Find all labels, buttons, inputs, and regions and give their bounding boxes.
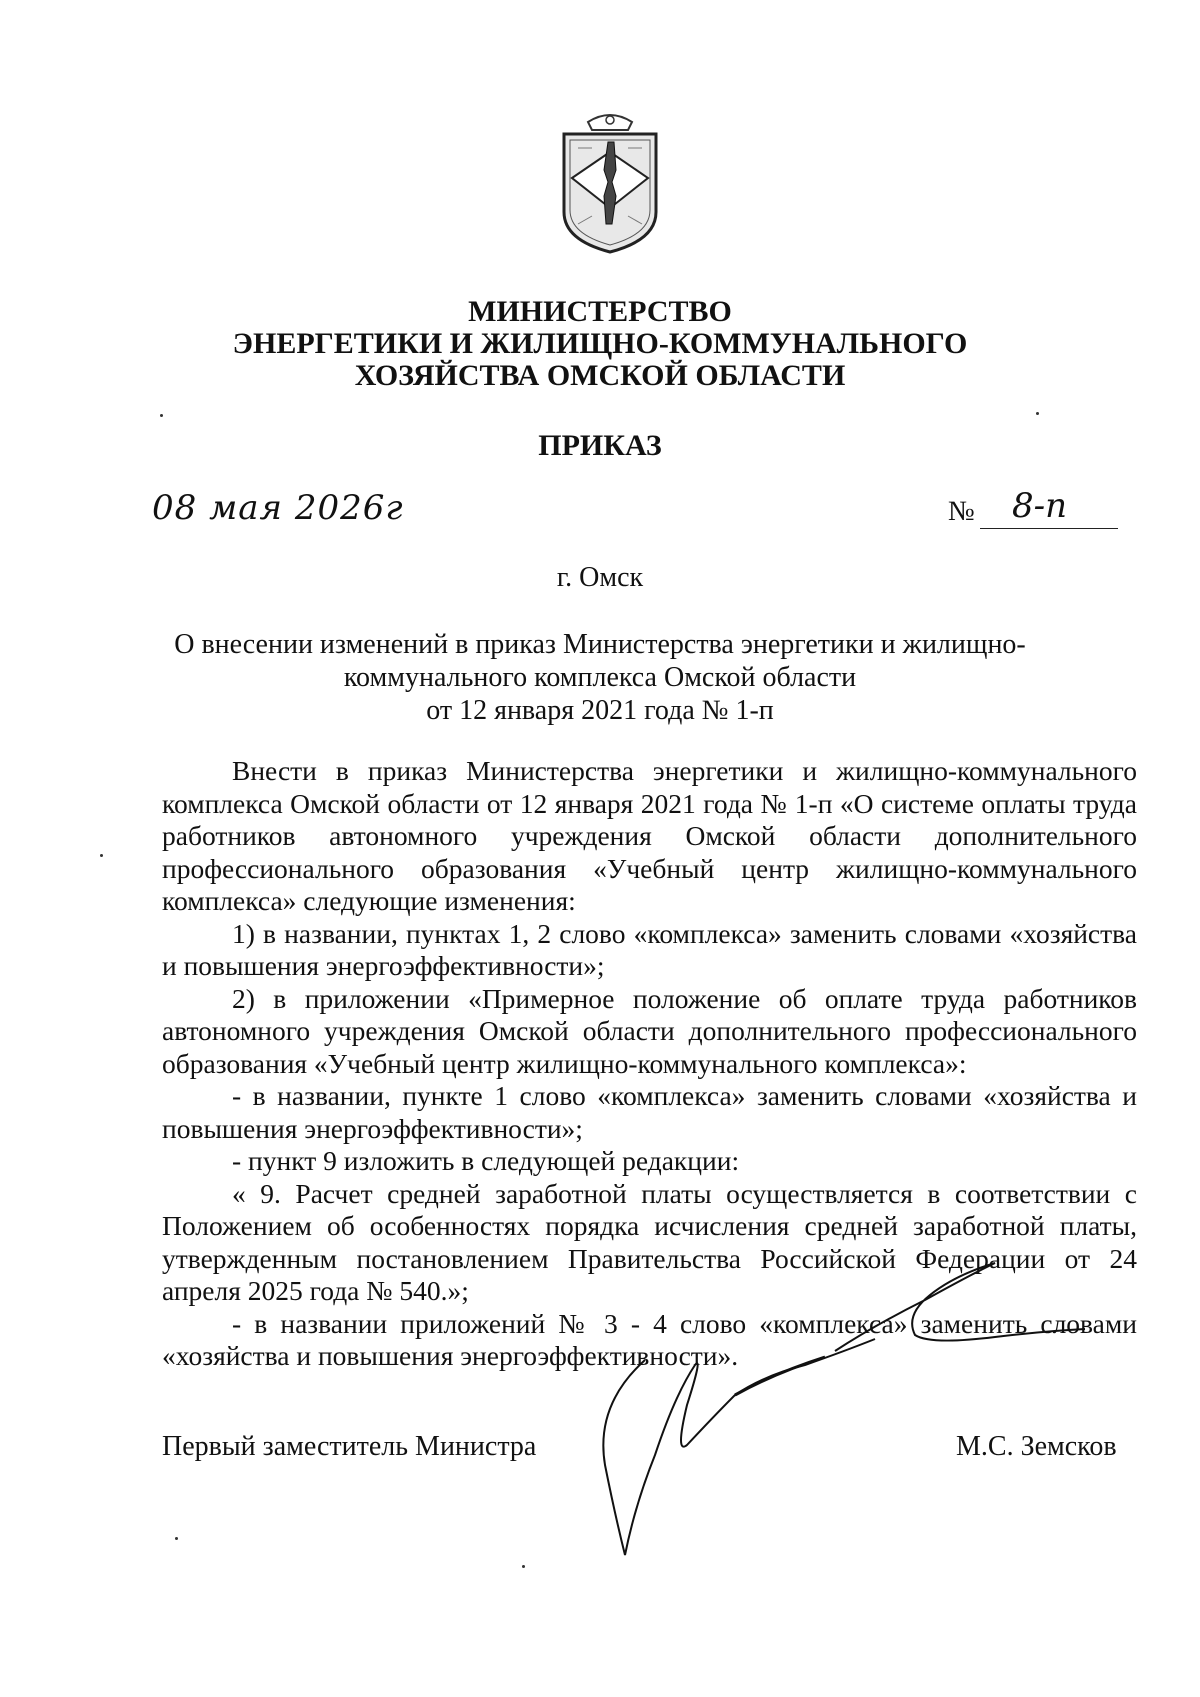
paragraph-point-9-text: « 9. Расчет средней заработной платы осуществляется в соответствии с Положением об особенностях порядка исчисления средней заработной платы, утвержденным постановлением Правительства Российской Федерации от 24 апреля 2025 года № 540.»; [162, 1177, 1137, 1306]
paragraph-subitem-appendices: - в названии приложений № 3 - 4 слово «комплекса» заменить словами «хозяйства и повышения энергоэффективности». [162, 1307, 1137, 1371]
scan-speck [100, 854, 103, 857]
paragraph-item-2: 2) в приложении «Примерное положение об оплате труда работников автономного учреждения Омской области дополнительного профессионального образования «Учебный центр жилищно-коммунального комплекса»: [162, 982, 1137, 1079]
document-number: 8-п [1012, 486, 1068, 526]
scan-speck [160, 414, 163, 417]
document-date: 08 мая 2026г [152, 488, 404, 528]
coat-of-arms-emblem [558, 112, 662, 254]
number-underline [980, 528, 1118, 529]
scan-speck [175, 1537, 178, 1540]
subject-line-3: от 12 января 2021 года № 1-п [426, 695, 774, 726]
paragraph-intro: Внести в приказ Министерства энергетики и жилищно-коммунального комплекса Омской области от 12 января 2021 года № 1-п «О системе оплаты труда работников автономного учреждения Омской области дополнительного профессионального образования «Учебный центр жилищно-коммунального комплекса» следующие изменения: [162, 755, 1137, 916]
paragraph-subitem-title: - в названии, пункте 1 слово «комплекса» заменить словами «хозяйства и повышения энергоэффективности»; [162, 1080, 1137, 1144]
number-label: № [948, 496, 975, 527]
scan-speck [522, 1565, 525, 1568]
signatory-name: М.С. Земсков [956, 1431, 1117, 1462]
city: г. Омск [556, 562, 644, 593]
subject-line-2: коммунального комплекса Омской области [343, 662, 857, 693]
document-type: ПРИКАЗ [538, 429, 662, 462]
scan-speck [1036, 412, 1039, 415]
paragraph-subitem-point-9: - пункт 9 изложить в следующей редакции: [232, 1145, 740, 1176]
ministry-name-line-2: ЭНЕРГЕТИКИ И ЖИЛИЩНО-КОММУНАЛЬНОГО [232, 327, 968, 360]
signatory-position: Первый заместитель Министра [162, 1431, 537, 1462]
ministry-name-line-1: МИНИСТЕРСТВО [468, 295, 732, 328]
subject-line-1: О внесении изменений в приказ Министерства энергетики и жилищно- [174, 629, 1026, 660]
document-subject [150, 628, 1050, 727]
handwritten-signature [575, 1255, 1135, 1575]
ministry-name-line-3: ХОЗЯЙСТВА ОМСКОЙ ОБЛАСТИ [354, 359, 846, 392]
paragraph-item-1: 1) в названии, пунктах 1, 2 слово «комплекса» заменить словами «хозяйства и повышения энергоэффективности»; [162, 917, 1137, 981]
